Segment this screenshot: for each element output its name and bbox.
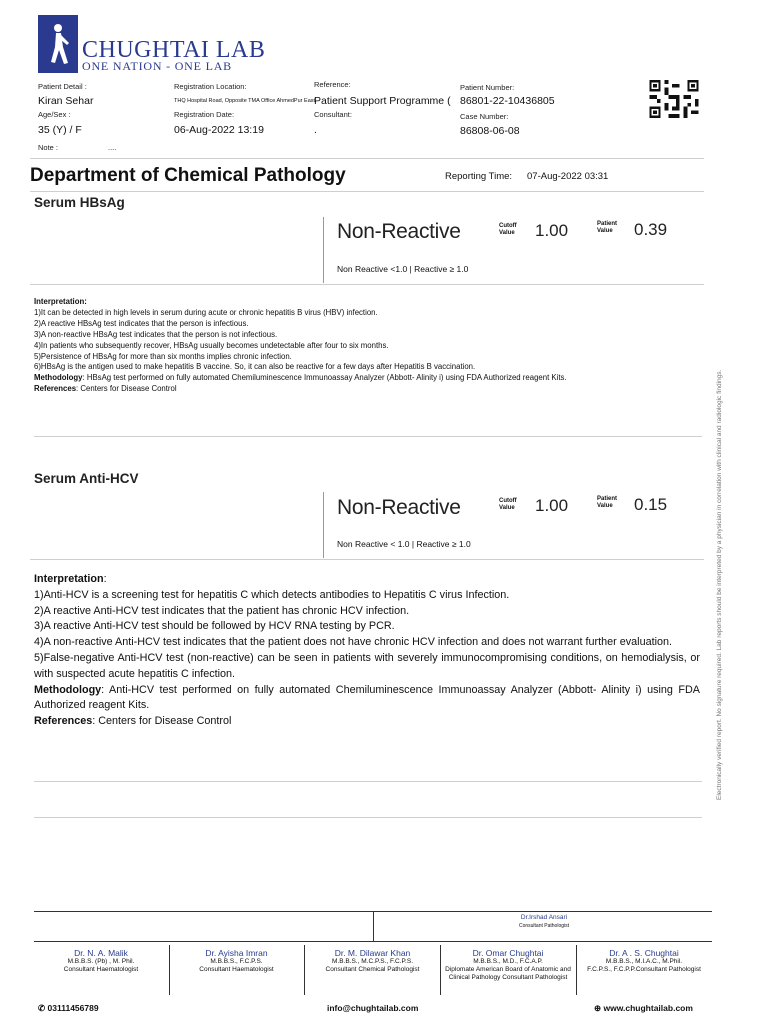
- interp-line: 5)Persistence of HBsAg for more than six months implies chronic infection.: [34, 351, 292, 361]
- interp-line: 6)HBsAg is the antigen used to make hepatitis B vaccine. So, it can also be reactive for a few days after Hepatitis B vaccination.: [34, 362, 476, 372]
- result-divider: [323, 492, 324, 558]
- reference-range-antihcv: Non Reactive < 1.0 | Reactive ≥ 1.0: [337, 539, 471, 549]
- patient-name: Kiran Sehar: [38, 95, 94, 107]
- reg-date-value: 06-Aug-2022 13:19: [174, 124, 264, 136]
- reg-location-label: Registration Location:: [174, 82, 247, 91]
- case-number-value: 86808-06-08: [460, 125, 520, 137]
- note-label: Note :: [38, 143, 59, 152]
- result-divider: [323, 217, 324, 283]
- signatory-title: Consultant Pathologist: [518, 923, 570, 929]
- consultant-value: .: [314, 124, 317, 136]
- qr-code: [648, 80, 700, 118]
- consultant-label: Consultant:: [314, 110, 352, 119]
- agesex-label: Age/Sex :: [38, 110, 71, 119]
- signatory-name: Dr.Irshad Ansari: [520, 914, 568, 921]
- reporting-time-label: Reporting Time:: [445, 171, 513, 182]
- interp-line: 3)A non-reactive HBsAg test indicates that the person is not infectious.: [34, 329, 278, 339]
- walking-man-icon: [38, 15, 78, 73]
- patient-number-label: Patient Number:: [460, 83, 515, 92]
- interp-line: 4)In patients who subsequently recover, HBsAg usually becomes undetectable after four to six months.: [34, 340, 389, 350]
- reference-value: Patient Support Programme (: [314, 95, 451, 107]
- department-title: Department of Chemical Pathology: [30, 165, 346, 186]
- agesex-value: 35 (Y) / F: [38, 124, 82, 136]
- reg-date-label: Registration Date:: [174, 110, 235, 119]
- interp-line: 4)A non-reactive Anti-HCV test indicates that the patient does not have chronic HCV infection and does not warrant further evaluation.: [34, 636, 672, 649]
- footer-website[interactable]: ⊕ www.chughtailab.com: [594, 1003, 693, 1013]
- result-hbsag: Non-Reactive: [337, 220, 461, 243]
- section-divider: [30, 559, 704, 560]
- reporting-time-value: 07-Aug-2022 03:31: [527, 171, 609, 182]
- lab-logo: [38, 15, 78, 73]
- patient-value-antihcv: 0.15: [634, 495, 668, 514]
- methodology-hbsag: Methodology: HBsAg test performed on fully automated Chemiluminescence Immunoassay Analyzer (Abbott- Alinity i) using FDA Authorized reagent Kits.: [34, 373, 567, 383]
- phone-icon: ✆: [38, 1003, 46, 1013]
- interp-line: 1)Anti-HCV is a screening test for hepatitis C which detects antibodies to Hepatitis C virus Infection.: [34, 588, 510, 601]
- interp-line: 2)A reactive Anti-HCV test indicates that the patient has chronic HCV infection.: [34, 604, 410, 617]
- dept-divider: [30, 191, 704, 192]
- doctor-card: Dr. A . S. Chughtai M.B.B.S., M.I.A.C., M.Phil. F.C.P.S., F.C.P.P.Consultant Pathologist: [587, 948, 701, 973]
- section-divider: [34, 817, 702, 818]
- cutoff-value-hbsag: 1.00: [535, 221, 569, 240]
- interp-line: 2)A reactive HBsAg test indicates that the person is infectious.: [34, 318, 249, 328]
- globe-icon: ⊕: [594, 1003, 602, 1013]
- interp-line: 5)False-negative Anti-HCV test (non-reactive) can be seen in patients with severely immunocompromising conditions, on hemodialysis, or with suspected acute hepatitis C infection.: [34, 651, 700, 680]
- brand-name: CHUGHTAI LAB: [82, 37, 266, 63]
- verification-note: Electronically verified report. No signature required. Lab reports should be interpreted by a physician in correlation with clinical and radiologic findings.: [716, 369, 723, 800]
- references-hbsag: References: Centers for Disease Control: [34, 384, 177, 394]
- header-divider: [30, 158, 704, 159]
- section-divider: [30, 284, 704, 285]
- doctor-card: Dr. M. Dilawar Khan M.B.B.S., M.C.P.S., F.C.P.S. Consultant Chemical Pathologist: [325, 948, 420, 973]
- section-divider: [34, 436, 702, 437]
- cutoff-label: Cutoff Value: [499, 498, 517, 511]
- result-antihcv: Non-Reactive: [337, 496, 461, 519]
- patient-value-hbsag: 0.39: [634, 220, 668, 239]
- reference-range-hbsag: Non Reactive <1.0 | Reactive ≥ 1.0: [337, 264, 469, 274]
- references-antihcv: References: Centers for Disease Control: [34, 715, 232, 728]
- patient-number-value: 86801-22-10436805: [460, 95, 555, 107]
- footer-phone[interactable]: ✆ 03111456789: [38, 1003, 99, 1013]
- doctor-card: Dr. Ayisha Imran M.B.B.S., F.C.P.S. Consultant Haematologist: [199, 948, 274, 973]
- patient-value-label: Patient Value: [597, 496, 618, 509]
- test-title-antihcv: Serum Anti-HCV: [34, 471, 139, 486]
- section-divider: [34, 781, 702, 782]
- cutoff-value-antihcv: 1.00: [535, 496, 569, 515]
- patient-value-label: Patient Value: [597, 221, 618, 234]
- signature-line-bottom: [34, 941, 712, 942]
- interpretation-antihcv: Interpretation: 1)Anti-HCV is a screening test for hepatitis C which detects antibodies to Hepatitis C virus Infection. 2)A reactive Anti-HCV test indicates that the patient has chronic HCV infection. 3)A reactive Anti-HCV test should be followed by HCV RNA testing by PCR. 4)A non-reactive Anti-HCV test indicates that the patient does not have chronic HCV infection and does not warrant further evaluation. 5)False-negative Anti-HCV test (non-reactive) can be seen in patients with severely immunocompromising conditions, on hemodialysis, or with suspected acute hepatitis C infection. Methodology: Anti-HCV test performed on fully automated Chemiluminescence Immunoassay Analyzer (Abbott- Alinity i) using FDA Authorized reagent Kits. References: Centers for Disease Control: [34, 572, 700, 730]
- brand-tagline: ONE NATION - ONE LAB: [82, 59, 232, 73]
- interp-line: 3)A reactive Anti-HCV test should be followed by HCV RNA testing by PCR.: [34, 620, 395, 633]
- doctor-card: Dr. Omar Chughtai M.B.B.S., M.D., F.C.A.P. Diplomate American Board of Anatomic and Clinical Pathology Consultant Pathologist: [445, 948, 571, 981]
- interp-line: 1)It can be detected in high levels in serum during acute or chronic hepatitis B virus (HBV) infection.: [34, 307, 378, 317]
- note-value: ....: [108, 143, 117, 152]
- test-title-hbsag: Serum HBsAg: [34, 195, 125, 210]
- reference-label: Reference:: [314, 80, 351, 89]
- reg-location-value: THQ Hospital Road, Opposite TMA Office AhmedPur East.: [174, 98, 317, 104]
- case-number-label: Case Number:: [460, 112, 509, 121]
- doctor-card: Dr. N. A. Malik M.B.B.S. (Pb) , M. Phil. Consultant Haematologist: [63, 948, 139, 973]
- interpretation-hbsag: Interpretation: 1)It can be detected in high levels in serum during acute or chronic hepatitis B virus (HBV) infection. 2)A reactive HBsAg test indicates that the person is infectious. 3)A non-reactive HBsAg test indicates that the person is not infectious. 4)In patients who subsequently recover, HBsAg usually becomes undetectable after four to six months. 5)Persistence of HBsAg for more than six months implies chronic infection. 6)HBsAg is the antigen used to make hepatitis B vaccine. So, it can also be reactive for a few days after Hepatitis B vaccination. Methodology: HBsAg test performed on fully automated Chemiluminescence Immunoassay Analyzer (Abbott- Alinity i) using FDA Authorized reagent Kits. References: Centers for Disease Control: [34, 297, 704, 395]
- cutoff-label: Cutoff Value: [499, 223, 517, 236]
- methodology-antihcv: Methodology: Anti-HCV test performed on fully automated Chemiluminescence Immunoassay Analyzer (Abbott- Alinity i) using FDA Authorized reagent Kits.: [34, 683, 700, 712]
- patient-detail-label: Patient Detail :: [38, 82, 87, 91]
- footer-email[interactable]: info@chughtailab.com: [327, 1003, 419, 1013]
- signature-divider: [373, 911, 374, 941]
